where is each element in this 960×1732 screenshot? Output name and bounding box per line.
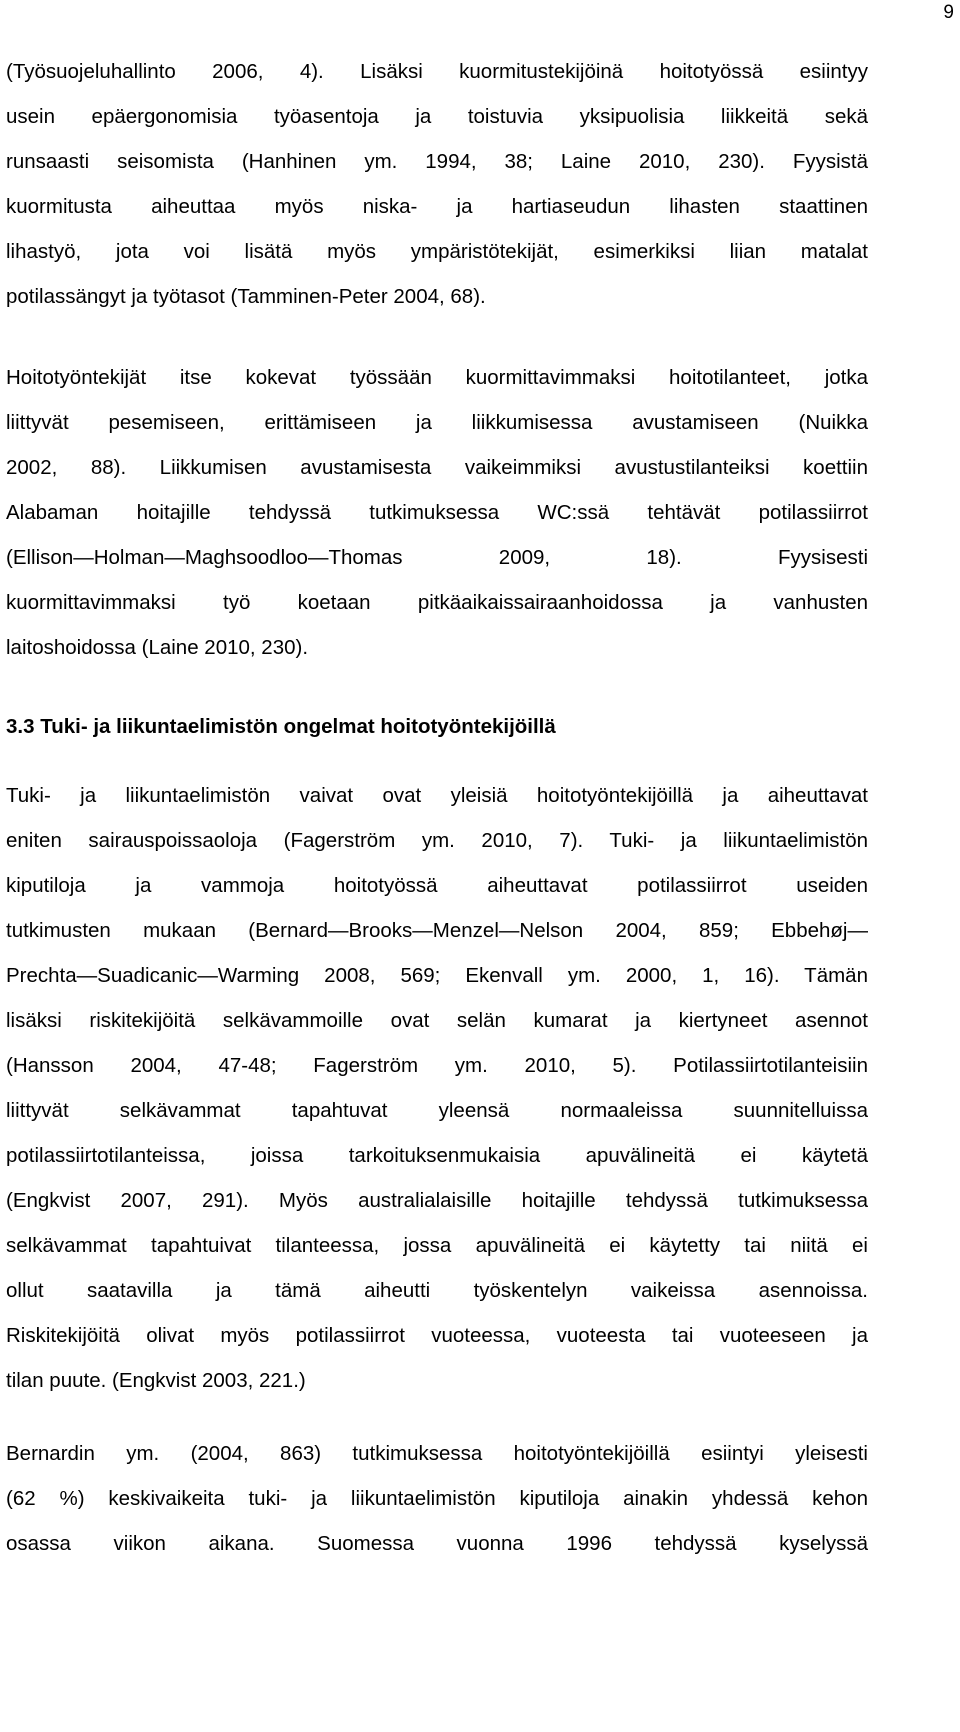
paragraph-line: Riskitekijöitä olivat myös potilassiirrot vuoteessa, vuoteesta tai vuoteeseen ja <box>6 1324 868 1347</box>
paragraph-line: (Työsuojeluhallinto 2006, 4). Lisäksi kuormitustekijöinä hoitotyössä esiintyy <box>6 60 868 83</box>
paragraph-line: Alabaman hoitajille tehdyssä tutkimuksessa WC:ssä tehtävät potilassiirrot <box>6 501 868 524</box>
paragraph-line: ollut saatavilla ja tämä aiheutti työskentelyn vaikeissa asennoissa. <box>6 1279 868 1302</box>
paragraph-line: (62 %) keskivaikeita tuki- ja liikuntaelimistön kiputiloja ainakin yhdessä kehon <box>6 1487 868 1510</box>
paragraph-line: kuormitusta aiheuttaa myös niska- ja hartiaseudun lihasten staattinen <box>6 195 868 218</box>
paragraph-line: selkävammat tapahtuivat tilanteessa, jossa apuvälineitä ei käytetty tai niitä ei <box>6 1234 868 1257</box>
paragraph-line: lisäksi riskitekijöitä selkävammoille ovat selän kumarat ja kiertyneet asennot <box>6 1009 868 1032</box>
paragraph-line: osassa viikon aikana. Suomessa vuonna 1996 tehdyssä kyselyssä <box>6 1532 868 1555</box>
paragraph-line: Prechta—Suadicanic—Warming 2008, 569; Ekenvall ym. 2000, 1, 16). Tämän <box>6 964 868 987</box>
paragraph-line: tilan puute. (Engkvist 2003, 221.) <box>6 1369 306 1392</box>
paragraph-line: Tuki- ja liikuntaelimistön vaivat ovat yleisiä hoitotyöntekijöillä ja aiheuttavat <box>6 784 868 807</box>
paragraph-line: potilassängyt ja työtasot (Tamminen-Peter 2004, 68). <box>6 285 486 308</box>
paragraph-line: potilassiirtotilanteissa, joissa tarkoituksenmukaisia apuvälineitä ei käytetä <box>6 1144 868 1167</box>
paragraph-line: usein epäergonomisia työasentoja ja toistuvia yksipuolisia liikkeitä sekä <box>6 105 868 128</box>
paragraph-3 <box>6 773 868 1403</box>
paragraph-4 <box>6 1431 868 1566</box>
paragraph-2 <box>6 355 868 670</box>
paragraph-line: (Hansson 2004, 47-48; Fagerström ym. 2010, 5). Potilassiirtotilanteisiin <box>6 1054 868 1077</box>
paragraph-line: liittyvät selkävammat tapahtuvat yleensä normaaleissa suunnitelluissa <box>6 1099 868 1122</box>
paragraph-line: laitoshoidossa (Laine 2010, 230). <box>6 636 309 659</box>
paragraph-line: lihastyö, jota voi lisätä myös ympäristötekijät, esimerkiksi liian matalat <box>6 240 868 263</box>
paragraph-line: kuormittavimmaksi työ koetaan pitkäaikaissairaanhoidossa ja vanhusten <box>6 591 868 614</box>
paragraph-1 <box>6 49 868 319</box>
section-heading: 3.3 Tuki- ja liikuntaelimistön ongelmat hoitotyöntekijöillä <box>6 715 556 738</box>
paragraph-line: kiputiloja ja vammoja hoitotyössä aiheuttavat potilassiirrot useiden <box>6 874 868 897</box>
paragraph-line: tutkimusten mukaan (Bernard—Brooks—Menzel—Nelson 2004, 859; Ebbehøj— <box>6 919 868 942</box>
paragraph-line: Hoitotyöntekijät itse kokevat työssään kuormittavimmaksi hoitotilanteet, jotka <box>6 366 868 389</box>
page-number: 9 <box>943 2 954 23</box>
paragraph-line: liittyvät pesemiseen, erittämiseen ja liikkumisessa avustamiseen (Nuikka <box>6 411 868 434</box>
paragraph-line: eniten sairauspoissaoloja (Fagerström ym. 2010, 7). Tuki- ja liikuntaelimistön <box>6 829 868 852</box>
paragraph-line: 2002, 88). Liikkumisen avustamisesta vaikeimmiksi avustustilanteiksi koettiin <box>6 456 868 479</box>
paragraph-line: Bernardin ym. (2004, 863) tutkimuksessa hoitotyöntekijöillä esiintyi yleisesti <box>6 1442 868 1465</box>
paragraph-line: (Engkvist 2007, 291). Myös australialaisille hoitajille tehdyssä tutkimuksessa <box>6 1189 868 1212</box>
paragraph-line: runsaasti seisomista (Hanhinen ym. 1994, 38; Laine 2010, 230). Fyysistä <box>6 150 868 173</box>
paragraph-line: (Ellison—Holman—Maghsoodloo—Thomas 2009, 18). Fyysisesti <box>6 546 868 569</box>
